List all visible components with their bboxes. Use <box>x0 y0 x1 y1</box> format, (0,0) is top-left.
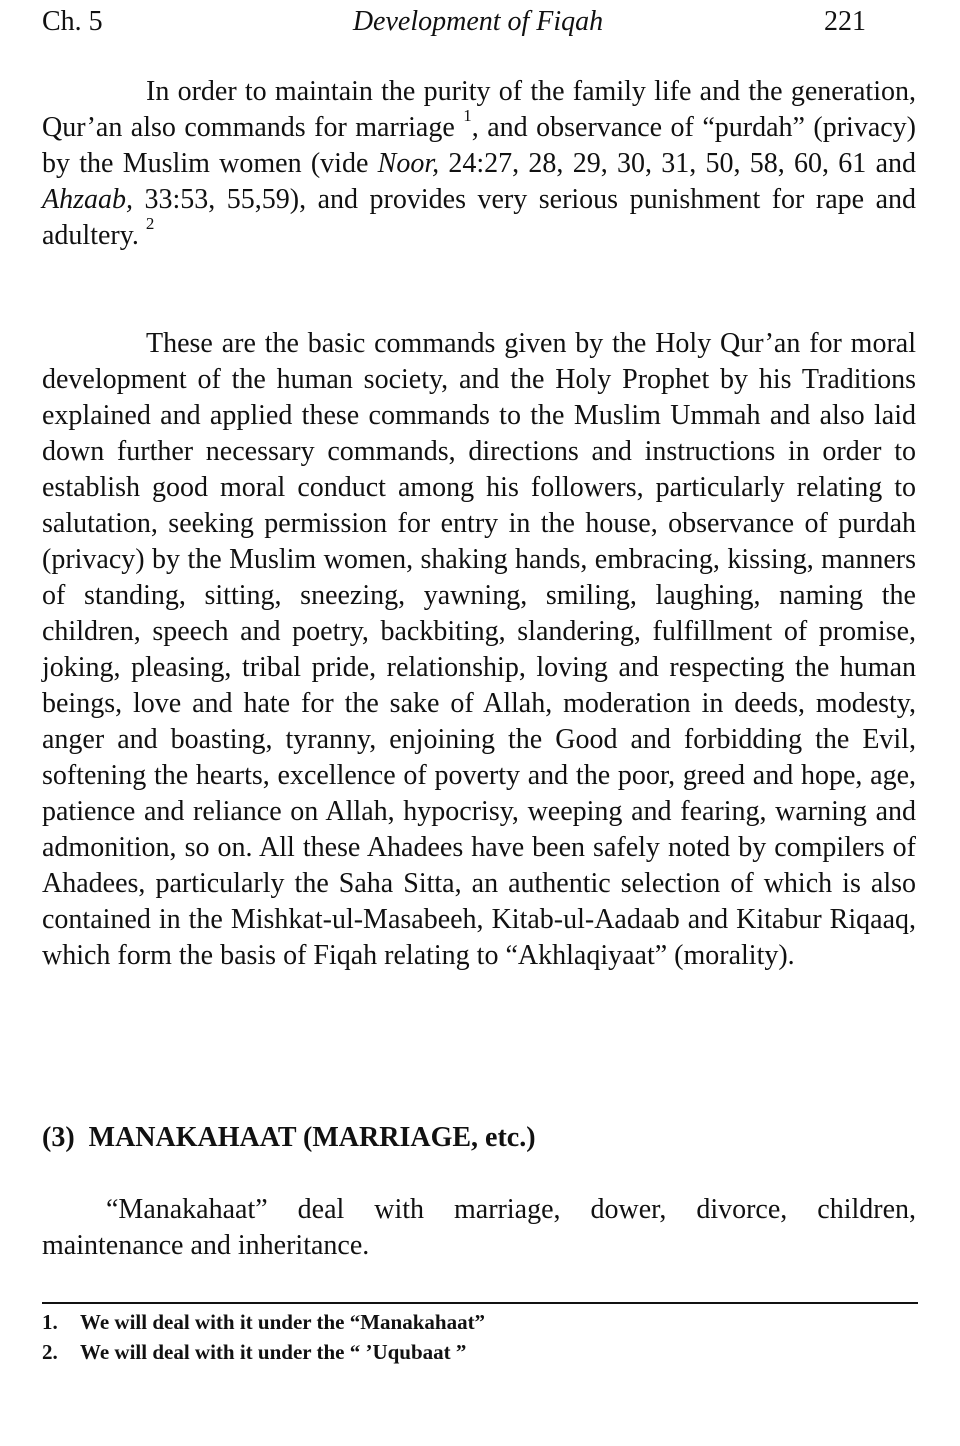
footnote-text: We will deal with it under the “Manakahaat” <box>80 1310 486 1334</box>
footnote-text: We will deal with it under the “ ’Uqubaat ” <box>80 1340 467 1364</box>
page-number: 221 <box>824 6 866 37</box>
footnote-number: 1. <box>42 1310 58 1334</box>
citation-ahzaab: Ahzaab, <box>42 184 133 215</box>
para1-text-b: , and observance of “purdah” (privacy) by the Muslim women (vide <box>42 112 917 179</box>
paragraph-manakahaat: “Manakahaat” deal with marriage, dower, divorce, children, maintenance and inheritance. <box>42 1194 916 1261</box>
citation-noor: Noor, <box>377 148 440 179</box>
running-title: Development of Fiqah <box>352 6 604 37</box>
section-number: (3) <box>42 1122 75 1153</box>
footnote-divider <box>42 1302 918 1304</box>
para1-text-c: 24:27, 28, 29, 30, 31, 50, 58, 60, 61 and <box>439 148 916 179</box>
para1-text-d: 33:53, 55,59), and provides very serious punishment for rape and adultery. <box>42 184 916 251</box>
footnote-ref-2: 2 <box>145 214 155 233</box>
paragraph-basic-commands: These are the basic commands given by the Holy Qur’an for moral development of the human society, and the Holy Prophet by his Traditions explained and applied these commands to the Muslim Ummah and also laid down further necessary commands, directions and instructions in order to establish good moral conduct among his followers, particularly relating to salutation, seeking permission for entry in the house, observance of purdah (privacy) by the Muslim women, shaking hands, embracing, kissing, manners of standing, sitting, sneezing, yawning, smiling, laughing, naming the children, speech and poetry, backbiting, slandering, fulfillment of promise, joking, pleasing, tribal pride, relationship, loving and respecting the human beings, love and hate for the sake of Allah, moderation in deeds, modesty, anger and boasting, tyranny, enjoining the Good and forbidding the Evil, softening the hearts, excellence of poverty and the poor, greed and hope, age, patience and reliance on Allah, hypocrisy, weeping and fearing, warning and admonition, so on. All these Ahadees have been safely noted by compilers of Ahadees, particularly the Saha Sitta, an authentic selection of which is also contained in the Mishkat-ul-Masabeeh, Kitab-ul-Aadaab and Kitabur Riqaaq, which form the basis of Fiqah relating to “Akhlaqiyaat” (morality). <box>42 328 916 971</box>
footnote-ref-1: 1 <box>463 106 472 125</box>
footnote-2 <box>42 1337 912 1367</box>
footnotes <box>42 1307 912 1367</box>
chapter-label: Ch. 5 <box>42 6 103 37</box>
footnote-1 <box>42 1307 912 1337</box>
paragraph-family-life <box>42 74 916 254</box>
footnote-number: 2. <box>42 1340 58 1364</box>
para1-text-a: In order to maintain the purity of the family life and the generation, Qur’an also commands for marriage <box>42 76 916 143</box>
page-header <box>42 4 914 40</box>
section-heading <box>42 1120 536 1156</box>
section-title: MANAKAHAAT (MARRIAGE, etc.) <box>88 1122 536 1153</box>
